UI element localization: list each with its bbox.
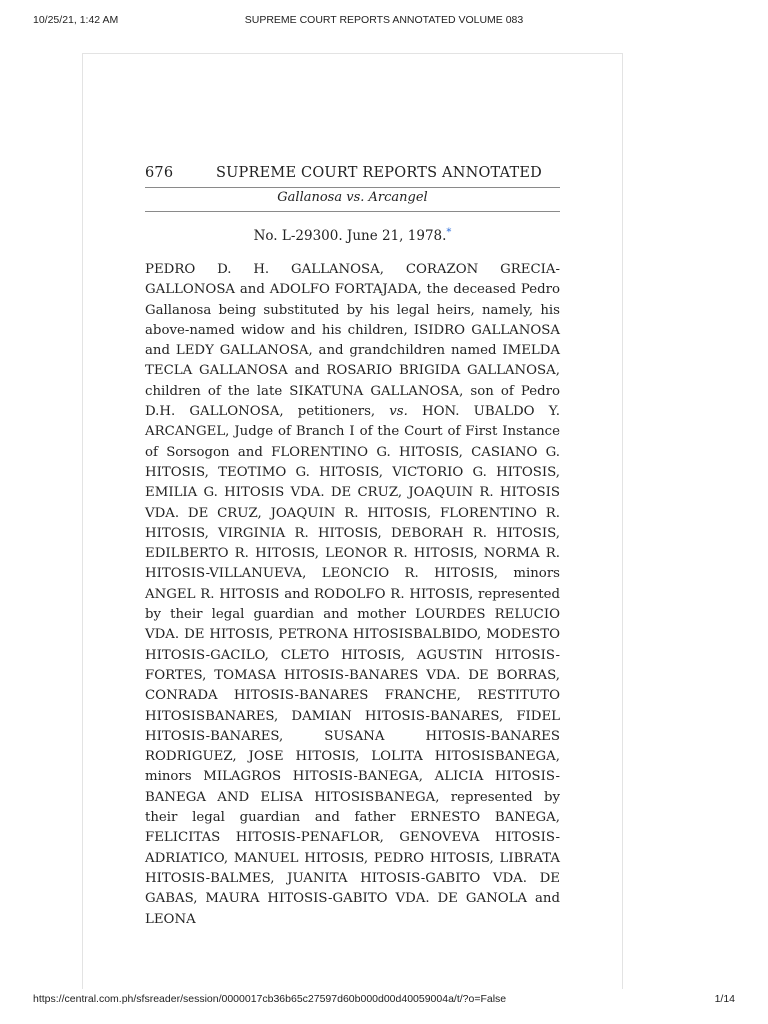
print-page-count: 1/14 bbox=[714, 993, 735, 1005]
reporter-title: SUPREME COURT REPORTS ANNOTATED bbox=[216, 165, 542, 181]
case-number: No. L-29300. June 21, 1978. bbox=[253, 228, 447, 244]
vs-label: vs. bbox=[389, 404, 408, 420]
print-datetime: 10/25/21, 1:42 AM bbox=[33, 14, 119, 26]
print-url: https://central.com.ph/sfsreader/session/0000017cb36b65c27597d60b000d00d40059004a/t/?o=False bbox=[33, 993, 507, 1005]
parties-text-part1: PEDRO D. H. GALLANOSA, CORAZON GRECIA-GALLONOSA and ADOLFO FORTAJADA, the deceased Pedro Gallanosa being substituted by his legal heirs, namely, his above-named widow and his children, ISIDRO GALLANOSA and LEDY GALLANOSA, and grandchildren named IMELDA TECLA GALLANOSA and ROSARIO BRIGIDA GALLANOSA, children of the late SIKATUNA GALLANOSA, son of Pedro D.H. GALLONOSA, petitioners, bbox=[145, 262, 560, 420]
print-footer bbox=[33, 993, 735, 1007]
parties-text-part2: HON. UBALDO Y. ARCANGEL, Judge of Branch I of the Court of First Instance of Sorsogon and FLORENTINO G. HITOSIS, CASIANO G. HITOSIS, TEOTIMO G. HITOSIS, VICTORIO G. HITOSIS, EMILIA G. HITOSIS VDA. DE CRUZ, JOAQUIN R. HITOSIS VDA. DE CRUZ, JOAQUIN R. HITOSIS, FLORENTINO R. HITOSIS, VIRGINIA R. HITOSIS, DEBORAH R. HITOSIS, EDILBERTO R. HITOSIS, LEONOR R. HITOSIS, NORMA R. HITOSIS-VILLANUEVA, LEONCIO R. HITOSIS, minors ANGEL R. HITOSIS and RODOLFO R. HITOSIS, represented by their legal guardian and mother LOURDES RELUCIO VDA. DE HITOSIS, PETRONA HITOSISBALBIDO, MODESTO HITOSIS-GACILO, CLETO HITOSIS, AGUSTIN HITOSIS-FORTES, TOMASA HITOSIS-BANARES VDA. DE BORRAS, CONRADA HITOSIS-BANARES FRANCHE, RESTITUTO HITOSISBANARES, DAMIAN HITOSIS-BANARES, FIDEL HITOSIS-BANARES, SUSANA HITOSIS-BANARES RODRIGUEZ, JOSE HITOSIS, LOLITA HITOSISBANEGA, minors MILAGROS HITOSIS-BANEGA, ALICIA HITOSIS-BANEGA AND ELISA HITOSISBANEGA, represented by their legal guardian and father ERNESTO BANEGA, FELICITAS HITOSIS-PENAFLOR, GENOVEVA HITOSIS-ADRIATICO, MANUEL HITOSIS, PEDRO HITOSIS, LIBRATA HITOSIS-BALMES, JUANITA HITOSIS-GABITO VDA. DE GABAS, MAURA HITOSIS-GABITO VDA. DE GANOLA and LEONA bbox=[145, 404, 560, 927]
document-page bbox=[82, 53, 623, 989]
running-head bbox=[145, 163, 560, 187]
parties-paragraph bbox=[145, 260, 560, 930]
case-number-line bbox=[145, 227, 560, 244]
case-short-title: Gallanosa vs. Arcangel bbox=[277, 190, 428, 205]
page-number: 676 bbox=[145, 165, 174, 181]
footnote-link[interactable]: * bbox=[446, 227, 452, 238]
header-rule-bottom bbox=[145, 211, 560, 212]
print-header bbox=[33, 14, 735, 28]
print-document-title: SUPREME COURT REPORTS ANNOTATED VOLUME 083 bbox=[244, 14, 524, 26]
page-content bbox=[145, 163, 560, 930]
